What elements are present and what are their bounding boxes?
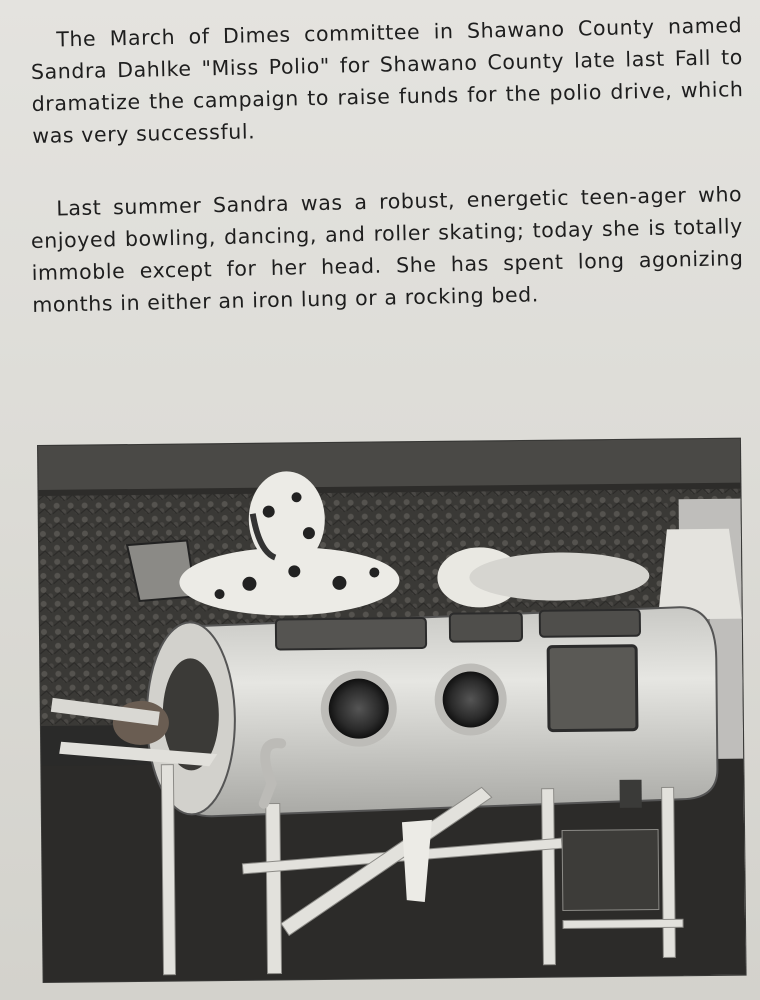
paragraph-2 bbox=[30, 178, 745, 321]
paragraph-2-text: Last summer Sandra was a robust, energetic teen-ager who enjoyed bowling, dancing, and roller skating; today she is totally immoble except for her head. She has spent long agonizing months in either an iron lung or a rocking bed. bbox=[30, 182, 744, 317]
paragraph-1-text: The March of Dimes committee in Shawano County named Sandra Dahlke "Miss Polio" for Shawano County late last Fall to dramatize the campaign to raise funds for the polio drive, which was very successful. bbox=[30, 13, 744, 148]
iron-lung bbox=[146, 607, 718, 817]
iron-lung-photo bbox=[38, 439, 746, 982]
paragraph-indent bbox=[30, 215, 56, 216]
paragraph-1 bbox=[30, 9, 745, 152]
paragraph-indent bbox=[30, 46, 56, 47]
iron-lung-photo-illustration bbox=[38, 439, 746, 982]
